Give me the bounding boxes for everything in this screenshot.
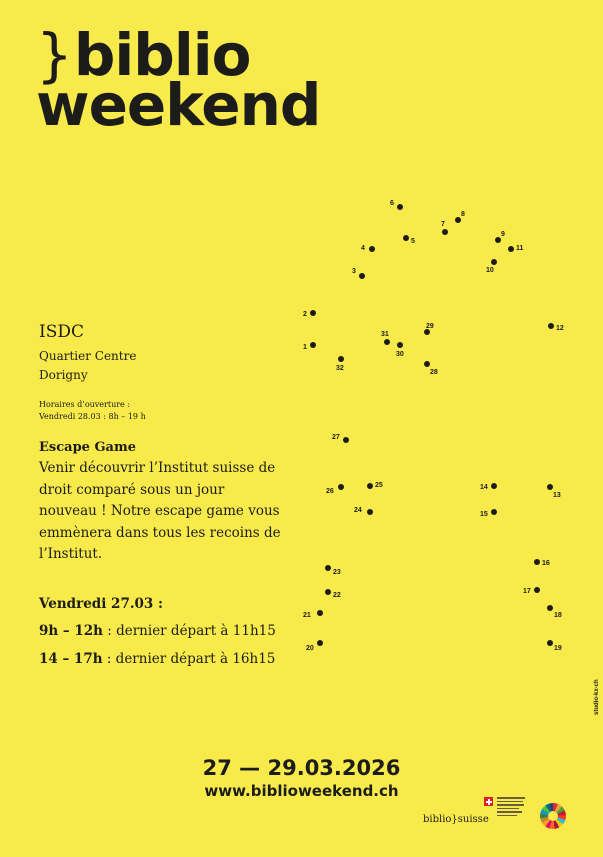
dot-22 xyxy=(325,589,341,599)
dot-number: 2 xyxy=(303,311,307,318)
dot-9 xyxy=(495,231,505,243)
dot-marker xyxy=(384,339,390,345)
dot-27 xyxy=(332,434,349,443)
venue-name: ISDC xyxy=(39,322,84,342)
dot-marker xyxy=(369,246,375,252)
dot-marker xyxy=(325,589,331,595)
dot-11 xyxy=(508,245,524,252)
dot-32 xyxy=(336,356,344,372)
dot-20 xyxy=(306,640,323,652)
event-description: Venir découvrir l’Institut suisse de droit comparé sous un jour nouveau ! Notre escape game vous emmènera dans tous les recoins de l’Institut. xyxy=(39,460,281,562)
dot-marker xyxy=(491,259,497,265)
dot-number: 11 xyxy=(516,245,524,252)
dot-marker xyxy=(359,273,365,279)
dot-marker xyxy=(403,235,409,241)
dot-number: 18 xyxy=(554,612,562,619)
dot-13 xyxy=(547,484,561,499)
dot-30 xyxy=(396,342,404,358)
dot-5 xyxy=(403,235,415,245)
dot-marker xyxy=(442,229,448,235)
dot-marker xyxy=(547,484,553,490)
dot-marker xyxy=(491,483,497,489)
venue-address-line-2: Dorigny xyxy=(39,368,88,382)
dot-number: 10 xyxy=(486,267,494,274)
dot-24 xyxy=(354,507,373,515)
event-day: Vendredi 27.03 : xyxy=(39,596,164,612)
venue-address-line-1: Quartier Centre xyxy=(39,349,137,363)
dot-marker xyxy=(424,361,430,367)
dot-marker xyxy=(547,605,553,611)
dot-number: 8 xyxy=(461,211,465,218)
dot-number: 32 xyxy=(336,365,344,372)
dot-number: 12 xyxy=(556,325,564,332)
dot-number: 28 xyxy=(430,369,438,376)
dot-8 xyxy=(455,211,465,223)
dot-number: 3 xyxy=(352,268,356,275)
dot-number: 15 xyxy=(480,511,488,518)
dot-21 xyxy=(303,610,323,619)
dot-marker xyxy=(317,640,323,646)
slot-detail: : dernier départ à 16h15 xyxy=(102,651,276,667)
dot-2 xyxy=(303,310,316,318)
dot-number: 17 xyxy=(523,588,531,595)
dot-marker xyxy=(325,565,331,571)
dot-number: 29 xyxy=(426,323,434,330)
dot-10 xyxy=(486,259,497,274)
dot-number: 25 xyxy=(375,482,383,489)
dot-marker xyxy=(508,246,514,252)
sdg-wheel-icon xyxy=(540,803,566,829)
dot-26 xyxy=(326,484,344,495)
slot-time: 9h – 12h xyxy=(39,623,103,639)
slot-detail: : dernier départ à 11h15 xyxy=(102,623,276,639)
opening-hours-value: Vendredi 28.03 : 8h – 19 h xyxy=(39,412,146,421)
dot-25 xyxy=(367,482,383,489)
dot-number: 20 xyxy=(306,645,314,652)
dot-number: 9 xyxy=(501,231,505,238)
dot-14 xyxy=(480,483,497,491)
festival-dates: 27 — 29.03.2026 xyxy=(202,756,401,780)
dot-number: 19 xyxy=(554,645,562,652)
dot-7 xyxy=(441,221,448,235)
dot-15 xyxy=(480,509,497,518)
dot-marker xyxy=(548,323,554,329)
dot-marker xyxy=(367,509,373,515)
dot-marker xyxy=(547,640,553,646)
dot-number: 27 xyxy=(332,434,340,441)
logo-line-2: weekend xyxy=(36,71,321,139)
dot-number: 4 xyxy=(361,245,365,252)
dot-19 xyxy=(547,640,562,652)
dot-3 xyxy=(352,268,365,279)
festival-url[interactable]: www.biblioweekend.ch xyxy=(204,782,399,800)
dot-marker xyxy=(310,342,316,348)
swiss-flag-icon xyxy=(484,797,493,806)
dot-number: 23 xyxy=(333,569,341,576)
dot-number: 30 xyxy=(396,351,404,358)
dot-marker xyxy=(491,509,497,515)
opening-hours-label: Horaires d’ouverture : xyxy=(39,400,131,409)
dot-16 xyxy=(534,559,550,567)
dot-number: 6 xyxy=(390,200,394,207)
confederation-text-logo xyxy=(497,797,525,818)
dot-marker xyxy=(397,204,403,210)
logo-brace: } xyxy=(36,21,72,89)
dot-number: 22 xyxy=(333,592,341,599)
dot-number: 5 xyxy=(411,238,415,245)
logo-word-1: biblio xyxy=(73,21,251,89)
dot-marker xyxy=(338,356,344,362)
dot-number: 13 xyxy=(553,492,561,499)
dot-18 xyxy=(547,605,562,619)
dot-marker xyxy=(343,437,349,443)
dot-4 xyxy=(361,245,375,252)
dot-marker xyxy=(534,559,540,565)
dot-marker xyxy=(534,587,540,593)
dot-12 xyxy=(548,323,564,332)
time-slot xyxy=(39,623,276,639)
bibliosuisse-logo: biblio}suisse xyxy=(423,814,489,825)
dot-number: 1 xyxy=(303,344,307,351)
dot-marker xyxy=(310,310,316,316)
dot-number: 14 xyxy=(480,484,488,491)
dot-marker xyxy=(317,610,323,616)
time-slot xyxy=(39,651,275,667)
dot-marker xyxy=(367,483,373,489)
dot-6 xyxy=(390,200,403,210)
dot-29 xyxy=(424,323,434,335)
dot-23 xyxy=(325,565,341,576)
dot-28 xyxy=(424,361,438,376)
dot-number: 21 xyxy=(303,612,311,619)
dot-1 xyxy=(303,342,316,351)
slot-time: 14 – 17h xyxy=(39,651,103,667)
dot-marker xyxy=(397,342,403,348)
dot-number: 24 xyxy=(354,507,362,514)
designer-credit: studio-kx-ch xyxy=(594,679,600,715)
dot-number: 16 xyxy=(542,560,550,567)
dot-31 xyxy=(381,331,390,345)
dot-number: 7 xyxy=(441,221,445,228)
dot-number: 26 xyxy=(326,488,334,495)
dot-17 xyxy=(523,587,540,595)
event-title: Escape Game xyxy=(39,440,137,455)
dot-marker xyxy=(338,484,344,490)
dot-number: 31 xyxy=(381,331,389,338)
